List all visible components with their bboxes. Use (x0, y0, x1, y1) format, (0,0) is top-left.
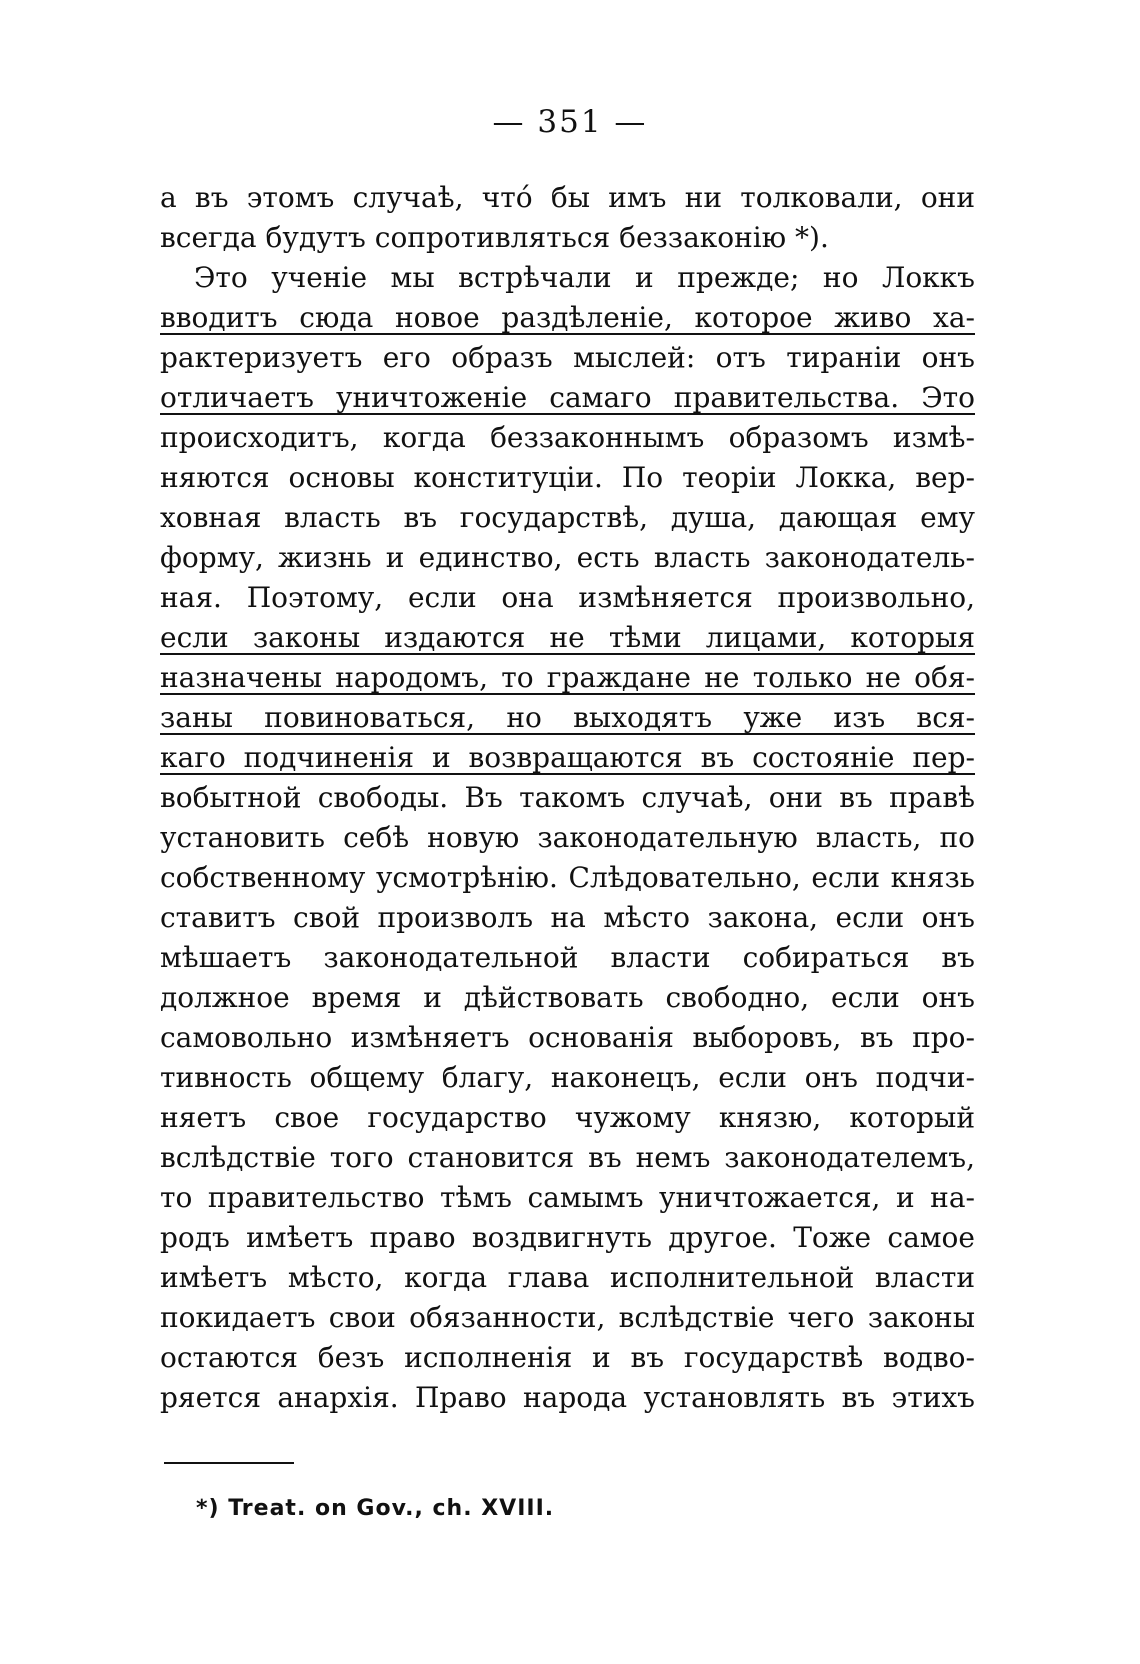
text-line: ряется анархія. Право народа установлять въ этихъ (160, 1381, 975, 1414)
text-line: форму, жизнь и единство, есть власть законодатель- (160, 541, 975, 574)
page-number: — 351 — (492, 104, 648, 140)
text-line: вобытной свободы. Въ такомъ случаѣ, они въ правѣ (160, 781, 975, 814)
text-line-underlined: заны повиноваться, но выходятъ уже изъ вся- (160, 701, 975, 734)
text-line: няетъ свое государство чужому князю, который (160, 1101, 975, 1134)
text-line: родъ имѣетъ право воздвигнуть другое. Тоже самое (160, 1221, 975, 1254)
text-line: вслѣдствіе того становится въ немъ законодателемъ, (160, 1141, 975, 1174)
text-line: ховная власть въ государствѣ, душа, дающая ему (160, 501, 975, 534)
text-line: а въ этомъ случаѣ, чтó бы имъ ни толковали, они (160, 181, 975, 214)
text-line-underlined: вводитъ сюда новое раздѣленіе, которое живо ха- (160, 301, 975, 334)
text-line-underlined: каго подчиненія и возвращаются въ состояніе пер- (160, 741, 975, 774)
text-line-underlined: отличаетъ уничтоженіе самаго правительства. Это (160, 381, 975, 414)
footnote-divider (164, 1462, 294, 1464)
text-line: самовольно измѣняетъ основанія выборовъ, въ про- (160, 1021, 975, 1054)
body-text (160, 178, 975, 1418)
footnote: *) Treat. on Gov., ch. XVIII. (196, 1496, 555, 1521)
text-line: то правительство тѣмъ самымъ уничтожается, и на- (160, 1181, 975, 1214)
text-line: Это ученіе мы встрѣчали и прежде; но Локкъ (194, 261, 975, 294)
text-line: рактеризуетъ его образъ мыслей: отъ тираніи онъ (160, 341, 975, 374)
text-line: всегда будутъ сопротивляться беззаконію *). (160, 221, 829, 254)
text-line-underlined: если законы издаются не тѣми лицами, которыя (160, 621, 975, 654)
text-line-underlined: назначены народомъ, то граждане не только не обя- (160, 661, 975, 694)
text-line: мѣшаетъ законодательной власти собираться въ (160, 941, 975, 974)
text-line: ставитъ свой произволъ на мѣсто закона, если онъ (160, 901, 975, 934)
text-line: покидаетъ свои обязанности, вслѣдствіе чего законы (160, 1301, 975, 1334)
text-line: ная. Поэтому, если она измѣняется произвольно, (160, 581, 975, 614)
text-line: остаются безъ исполненія и въ государствѣ водво- (160, 1341, 975, 1374)
text-line: установить себѣ новую законодательную власть, по (160, 821, 975, 854)
text-line: имѣетъ мѣсто, когда глава исполнительной власти (160, 1261, 975, 1294)
text-line: тивность общему благу, наконецъ, если онъ подчи- (160, 1061, 975, 1094)
text-line: происходитъ, когда беззаконнымъ образомъ измѣ- (160, 421, 975, 454)
text-line: должное время и дѣйствовать свободно, если онъ (160, 981, 975, 1014)
text-line: собственному усмотрѣнію. Слѣдовательно, если князь (160, 861, 975, 894)
text-line: няются основы конституціи. По теоріи Локка, вер- (160, 461, 975, 494)
